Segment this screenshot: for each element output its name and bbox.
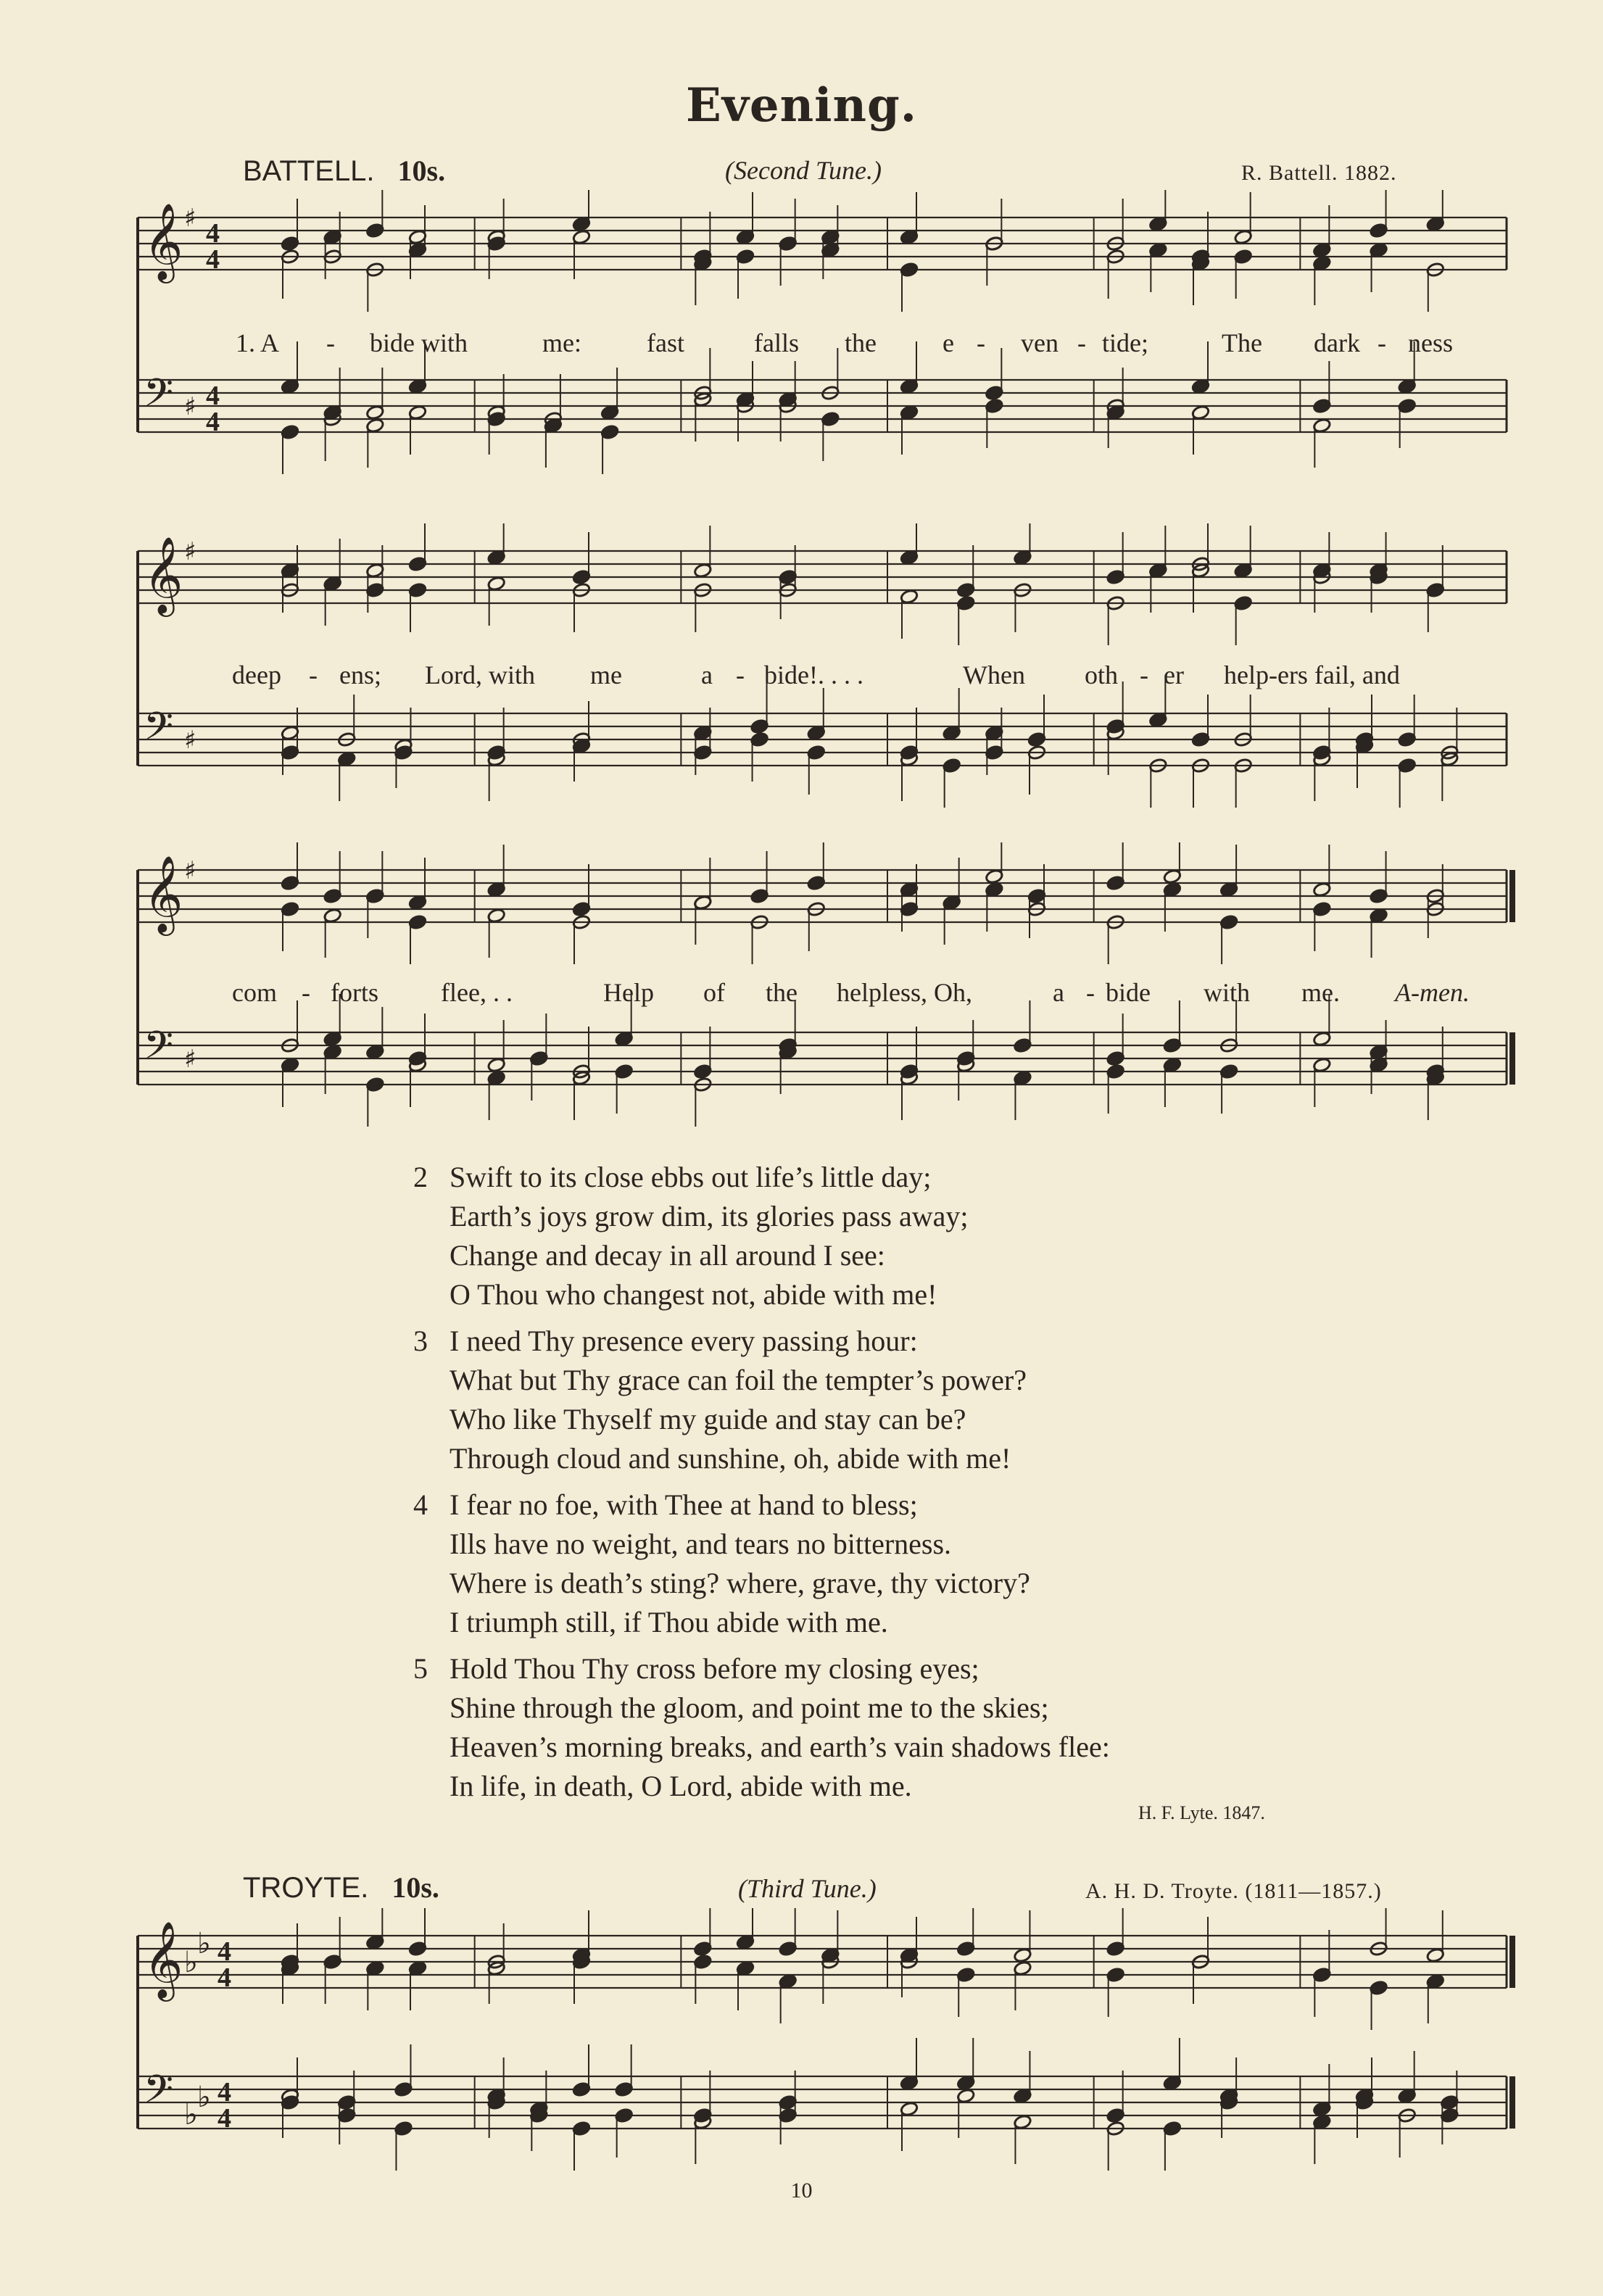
time-signature: 4 [218,1936,231,1967]
verse-number: 3 [413,1325,428,1357]
lyric: A-men. [1395,978,1470,1007]
verse-line: Swift to its close ebbs out life’s little day; [450,1161,932,1193]
treble-clef-icon: 𝄞 [144,1920,183,1998]
lyric: The [1222,328,1262,357]
lyric: help-ers fail, and [1224,660,1400,689]
time-signature: 4 [206,244,220,275]
lyric: - [1077,328,1086,357]
verse-number: 5 [413,1652,428,1685]
bass-clef-icon: 𝄢 [144,371,174,425]
verse-line: Who like Thyself my guide and stay can be? [450,1403,966,1435]
lyric: a [1053,978,1064,1007]
verse-line: I fear no foe, with Thee at hand to bless; [450,1488,918,1521]
lyric: oth [1085,660,1119,689]
lyric: - [302,978,310,1007]
verse-line: I need Thy presence every passing hour: [450,1325,918,1357]
lyric: dark [1314,328,1360,357]
verse-number: 4 [413,1488,428,1521]
tune-meter: 10s. [392,1871,439,1904]
lyric: bide!. . . . [764,660,863,689]
verse-line: Change and decay in all around I see: [450,1239,885,1272]
lyric: - [736,660,745,689]
flat-icon: ♭ [184,1946,198,1979]
lyric: bide [1106,978,1151,1007]
lyric: - [326,328,335,357]
lyric: com [232,978,277,1007]
score-system-1 [131,190,1515,502]
treble-clef-icon: 𝄞 [144,855,183,932]
lyric: fast [647,328,684,357]
verse-line: Shine through the gloom, and point me to the skies; [450,1691,1049,1724]
verse-5 [413,1649,1110,1806]
lyric: me [590,660,622,689]
verses [413,1158,1110,1813]
lyric: Lord, with [425,660,535,689]
lyric: tide; [1102,328,1148,357]
lyric: falls [754,328,799,357]
music-system-troyte [131,1908,1515,2176]
lyric: - [1086,978,1095,1007]
time-signature: 4 [206,407,220,437]
lyric: the [845,328,877,357]
treble-clef-icon: 𝄞 [144,536,183,613]
lyric: ness [1408,328,1453,357]
section-title: Evening. [685,78,918,133]
verse-number: 2 [413,1161,428,1193]
time-signature: 4 [218,1963,231,1993]
lyric: a [701,660,713,689]
lyric: - [977,328,985,357]
verse-line: Through cloud and sunshine, oh, abide with me! [450,1442,1011,1475]
lyric: Help [603,978,654,1007]
verse-4 [413,1485,1110,1642]
lyric: ven [1021,328,1059,357]
verse-3 [413,1322,1110,1478]
sharp-icon: ♯ [184,856,196,885]
time-signature: 4 [218,2103,231,2134]
verse-line: I triumph still, if Thou abide with me. [450,1606,888,1638]
lyric: forts [331,978,378,1007]
verse-line: Earth’s joys grow dim, its glories pass away; [450,1200,969,1232]
lyric: - [1378,328,1386,357]
hymn-author: H. F. Lyte. 1847. [1138,1802,1265,1823]
lyric: flee, . . [441,978,513,1007]
sharp-icon: ♯ [184,204,196,233]
lyric: me: [542,328,581,357]
tune-name: TROYTE. [243,1872,369,1904]
time-signature: 4 [206,218,220,249]
tune-subtitle: (Second Tune.) [725,156,882,185]
bass-clef-icon: 𝄢 [144,705,174,758]
sharp-icon: ♯ [184,392,196,421]
sharp-icon: ♯ [184,1045,196,1074]
treble-clef-icon: 𝄞 [144,202,183,280]
music-system-1 [131,190,1515,502]
flat-icon: ♭ [197,2081,211,2114]
time-signature: 4 [218,2077,231,2108]
lyric: the [766,978,798,1007]
verse-line: Where is death’s sting? where, grave, thy victory? [450,1567,1030,1599]
lyric: er [1164,660,1184,689]
verse-line: Heaven’s morning breaks, and earth’s vain shadows flee: [450,1731,1110,1763]
lyric: with [1204,978,1251,1007]
sharp-icon: ♯ [184,726,196,755]
tune-subtitle: (Third Tune.) [738,1874,877,1903]
bass-clef-icon: 𝄢 [144,2068,174,2121]
verse-line: Ills have no weight, and tears no bitterness. [450,1528,952,1560]
lyric: When [963,660,1025,689]
verse-line: In life, in death, O Lord, abide with me. [450,1770,912,1802]
tune-name: BATTELL. [243,155,375,187]
flat-icon: ♭ [197,1927,211,1960]
tune-meter: 10s. [397,154,446,187]
tune-composer: A. H. D. Troyte. (1811—1857.) [1085,1879,1382,1903]
lyric: bide with [370,328,468,357]
lyric: 1. A [236,328,280,357]
score-system-troyte [131,1908,1515,2176]
lyric: deep [232,660,281,689]
tune-header-battell [243,154,445,188]
tune-header-troyte [243,1870,439,1905]
tune-composer: R. Battell. 1882. [1241,161,1397,185]
time-signature: 4 [206,381,220,411]
verse-line: O Thou who changest not, abide with me! [450,1278,937,1311]
verse-line: Hold Thou Thy cross before my closing eyes; [450,1652,979,1685]
lyric: helpless, Oh, [837,978,972,1007]
lyric: me. [1301,978,1340,1007]
bass-clef-icon: 𝄢 [144,1024,174,1077]
flat-icon: ♭ [184,2098,198,2131]
verse-2 [413,1158,1110,1314]
lyric: - [1140,660,1148,689]
lyric: e [943,328,954,357]
sharp-icon: ♯ [184,537,196,566]
page-number: 10 [790,2179,813,2202]
lyric: of [703,978,725,1007]
verse-line: What but Thy grace can foil the tempter’s power? [450,1364,1027,1396]
lyric: ens; [339,660,381,689]
lyric: - [309,660,318,689]
